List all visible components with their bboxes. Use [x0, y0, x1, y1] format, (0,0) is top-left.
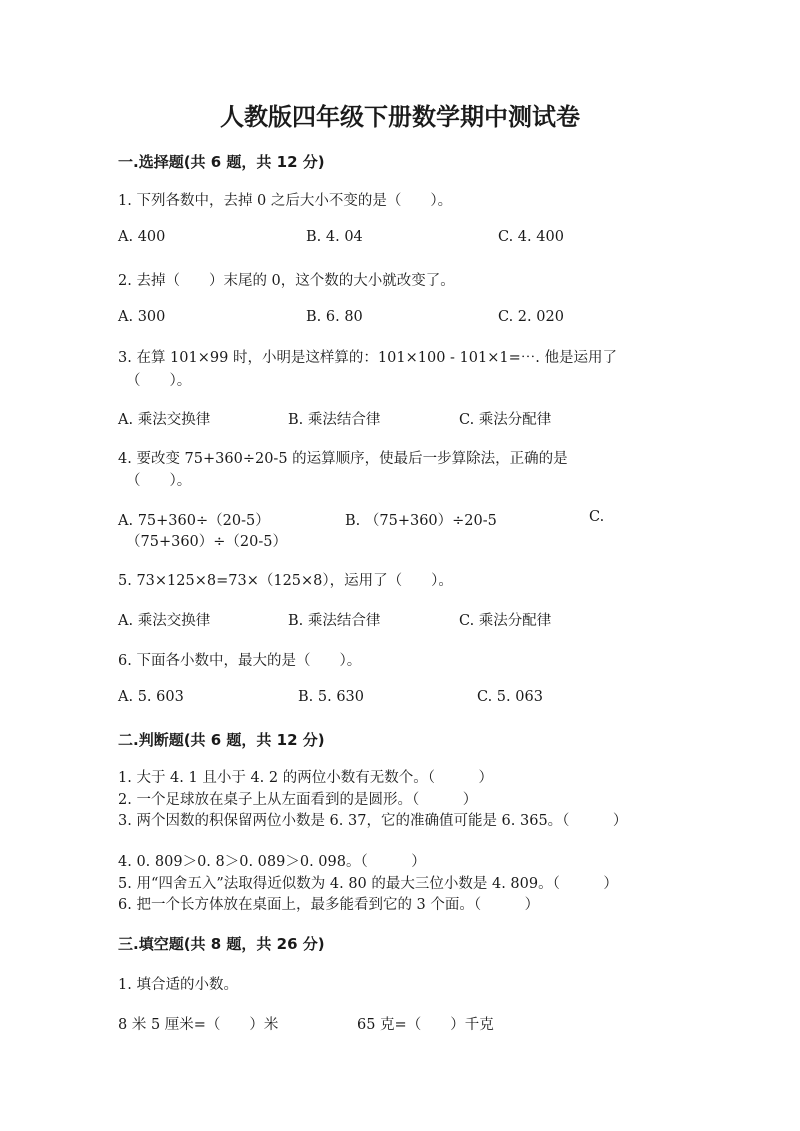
option-c: C. 乘法分配律 [459, 412, 552, 428]
judgment-item: 4. 0. 809＞0. 8＞0. 089＞0. 098。（ ） [118, 854, 426, 870]
judgment-item: 5. 用“四舍五入”法取得近似数为 4. 80 的最大三位小数是 4. 809。（ ） [118, 876, 618, 892]
question-stem-cont: （ ）。 [126, 373, 192, 389]
option-b: B. 5. 630 [298, 689, 364, 705]
option-a: A. 5. 603 [118, 689, 184, 705]
option-c: C. [589, 509, 605, 525]
page-title: 人教版四年级下册数学期中测试卷 [220, 103, 580, 131]
option-c-cont: （75+360）÷（20-5） [126, 534, 288, 550]
option-a: A. 乘法交换律 [118, 613, 211, 629]
section-heading-fill: 三.填空题(共 8 题，共 26 分) [118, 935, 325, 953]
question-stem: 1. 填合适的小数。 [118, 977, 238, 993]
option-b: B. （75+360）÷20-5 [345, 513, 497, 529]
option-b: B. 6. 80 [306, 309, 363, 325]
question-stem: 4. 要改变 75+360÷20-5 的运算顺序，使最后一步算除法，正确的是 [118, 451, 568, 467]
question-stem: 3. 在算 101×99 时，小明是这样算的：101×100 - 101×1=⋯. 他是运用了 [118, 350, 617, 366]
option-c: C. 4. 400 [498, 229, 564, 245]
option-c: C. 5. 063 [477, 689, 543, 705]
question-stem: 6. 下面各小数中，最大的是（ ）。 [118, 653, 362, 669]
question-stem: 5. 73×125×8=73×（125×8），运用了（ ）。 [118, 573, 453, 589]
fill-blank: 8 米 5 厘米=（ ）米 [118, 1017, 279, 1033]
option-a: A. 400 [118, 229, 166, 245]
option-a: A. 乘法交换律 [118, 412, 211, 428]
option-b: B. 乘法结合律 [288, 613, 381, 629]
option-a: A. 75+360÷（20-5） [118, 513, 270, 529]
question-stem: 1. 下列各数中，去掉 0 之后大小不变的是（ ）。 [118, 193, 453, 209]
judgment-item: 1. 大于 4. 1 且小于 4. 2 的两位小数有无数个。（ ） [118, 770, 493, 786]
option-b: B. 4. 04 [306, 229, 363, 245]
question-stem: 2. 去掉（ ）末尾的 0，这个数的大小就改变了。 [118, 273, 455, 289]
fill-blank: 65 克=（ ）千克 [357, 1017, 494, 1033]
option-c: C. 2. 020 [498, 309, 564, 325]
section-heading-judgment: 二.判断题(共 6 题，共 12 分) [118, 731, 325, 749]
option-c: C. 乘法分配律 [459, 613, 552, 629]
section-heading-choice: 一.选择题(共 6 题，共 12 分) [118, 153, 325, 171]
judgment-item: 2. 一个足球放在桌子上从左面看到的是圆形。（ ） [118, 792, 478, 808]
option-b: B. 乘法结合律 [288, 412, 381, 428]
question-stem-cont: （ ）。 [126, 473, 192, 489]
judgment-item: 6. 把一个长方体放在桌面上，最多能看到它的 3 个面。（ ） [118, 897, 540, 913]
option-a: A. 300 [118, 309, 166, 325]
judgment-item: 3. 两个因数的积保留两位小数是 6. 37，它的准确值可能是 6. 365。（ ） [118, 813, 628, 829]
